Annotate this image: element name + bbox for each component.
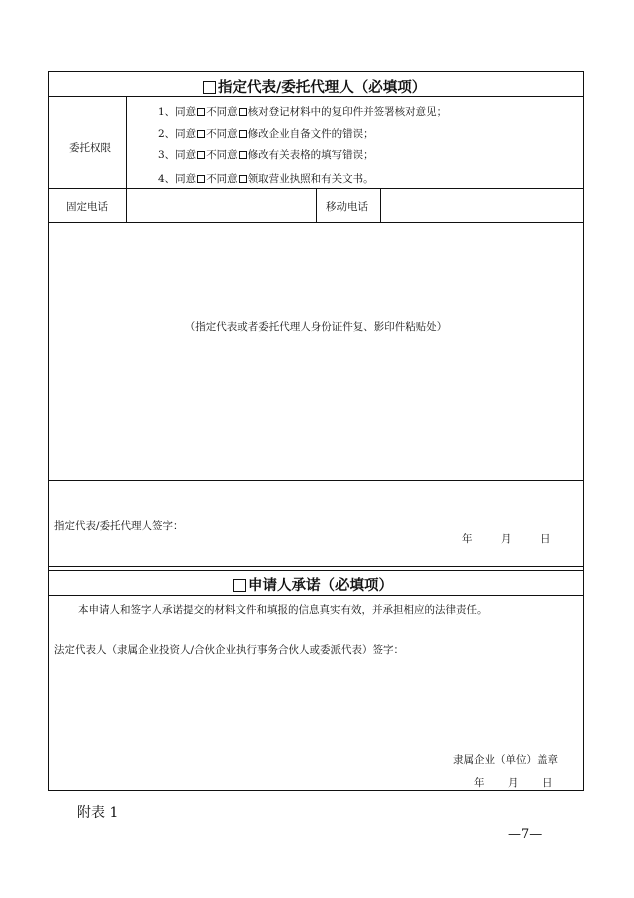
date-year: 年 (474, 777, 485, 789)
promise-text: 本申请人和签字人承诺提交的材料文件和填报的信息真实有效，并承担相应的法律责任。 (78, 604, 488, 616)
checkbox-icon[interactable] (239, 130, 247, 138)
date-month: 月 (508, 777, 519, 789)
checkbox-icon[interactable] (239, 108, 247, 116)
section-divider-1 (48, 566, 584, 567)
authority-item: 2、同意 不同意 修改企业自备文件的错误； (158, 128, 374, 140)
section1-title: 指定代表/委托代理人（必填项） (203, 76, 426, 97)
checkbox-icon[interactable] (239, 151, 247, 159)
date-year: 年 (462, 533, 473, 545)
checkbox-icon[interactable] (233, 579, 246, 592)
title-divider-2 (48, 595, 584, 596)
page-number: —7— (508, 827, 543, 842)
authority-item: 4、同意 不同意 领取营业执照和有关文书。 (158, 173, 374, 185)
id-copy-divider (48, 480, 584, 481)
checkbox-icon[interactable] (239, 175, 247, 183)
agent-signature-label: 指定代表/委托代理人签字： (54, 520, 184, 532)
checkbox-icon[interactable] (197, 130, 205, 138)
seal-label: 隶属企业（单位）盖章 (453, 754, 558, 766)
date-day: 日 (542, 777, 553, 789)
authority-label: 委托权限 (69, 142, 111, 154)
id-copy-placeholder: （指定代表或者委托代理人身份证件复、影印件粘贴处） (184, 321, 448, 333)
section2-title: 申请人承诺（必填项） (233, 574, 393, 595)
checkbox-icon[interactable] (203, 81, 216, 94)
landline-label: 固定电话 (66, 201, 108, 213)
mobile-label: 移动电话 (326, 201, 368, 213)
authority-item: 3、同意 不同意 修改有关表格的填写错误； (158, 149, 374, 161)
date-day: 日 (540, 533, 551, 545)
authority-item: 1、同意 不同意 核对登记材料中的复印件并签署核对意见； (158, 106, 448, 118)
phone-divider (48, 222, 584, 223)
date-month: 月 (501, 533, 512, 545)
checkbox-icon[interactable] (197, 108, 205, 116)
label-column-divider (126, 96, 127, 222)
legal-rep-signature-label: 法定代表人（隶属企业投资人/合伙企业执行事务合伙人或委派代表）签字： (54, 644, 405, 656)
phone-column-divider-1 (316, 188, 317, 222)
section-divider-2 (48, 570, 584, 571)
phone-column-divider-2 (380, 188, 381, 222)
attachment-label: 附表 1 (77, 805, 119, 821)
checkbox-icon[interactable] (197, 175, 205, 183)
checkbox-icon[interactable] (197, 151, 205, 159)
